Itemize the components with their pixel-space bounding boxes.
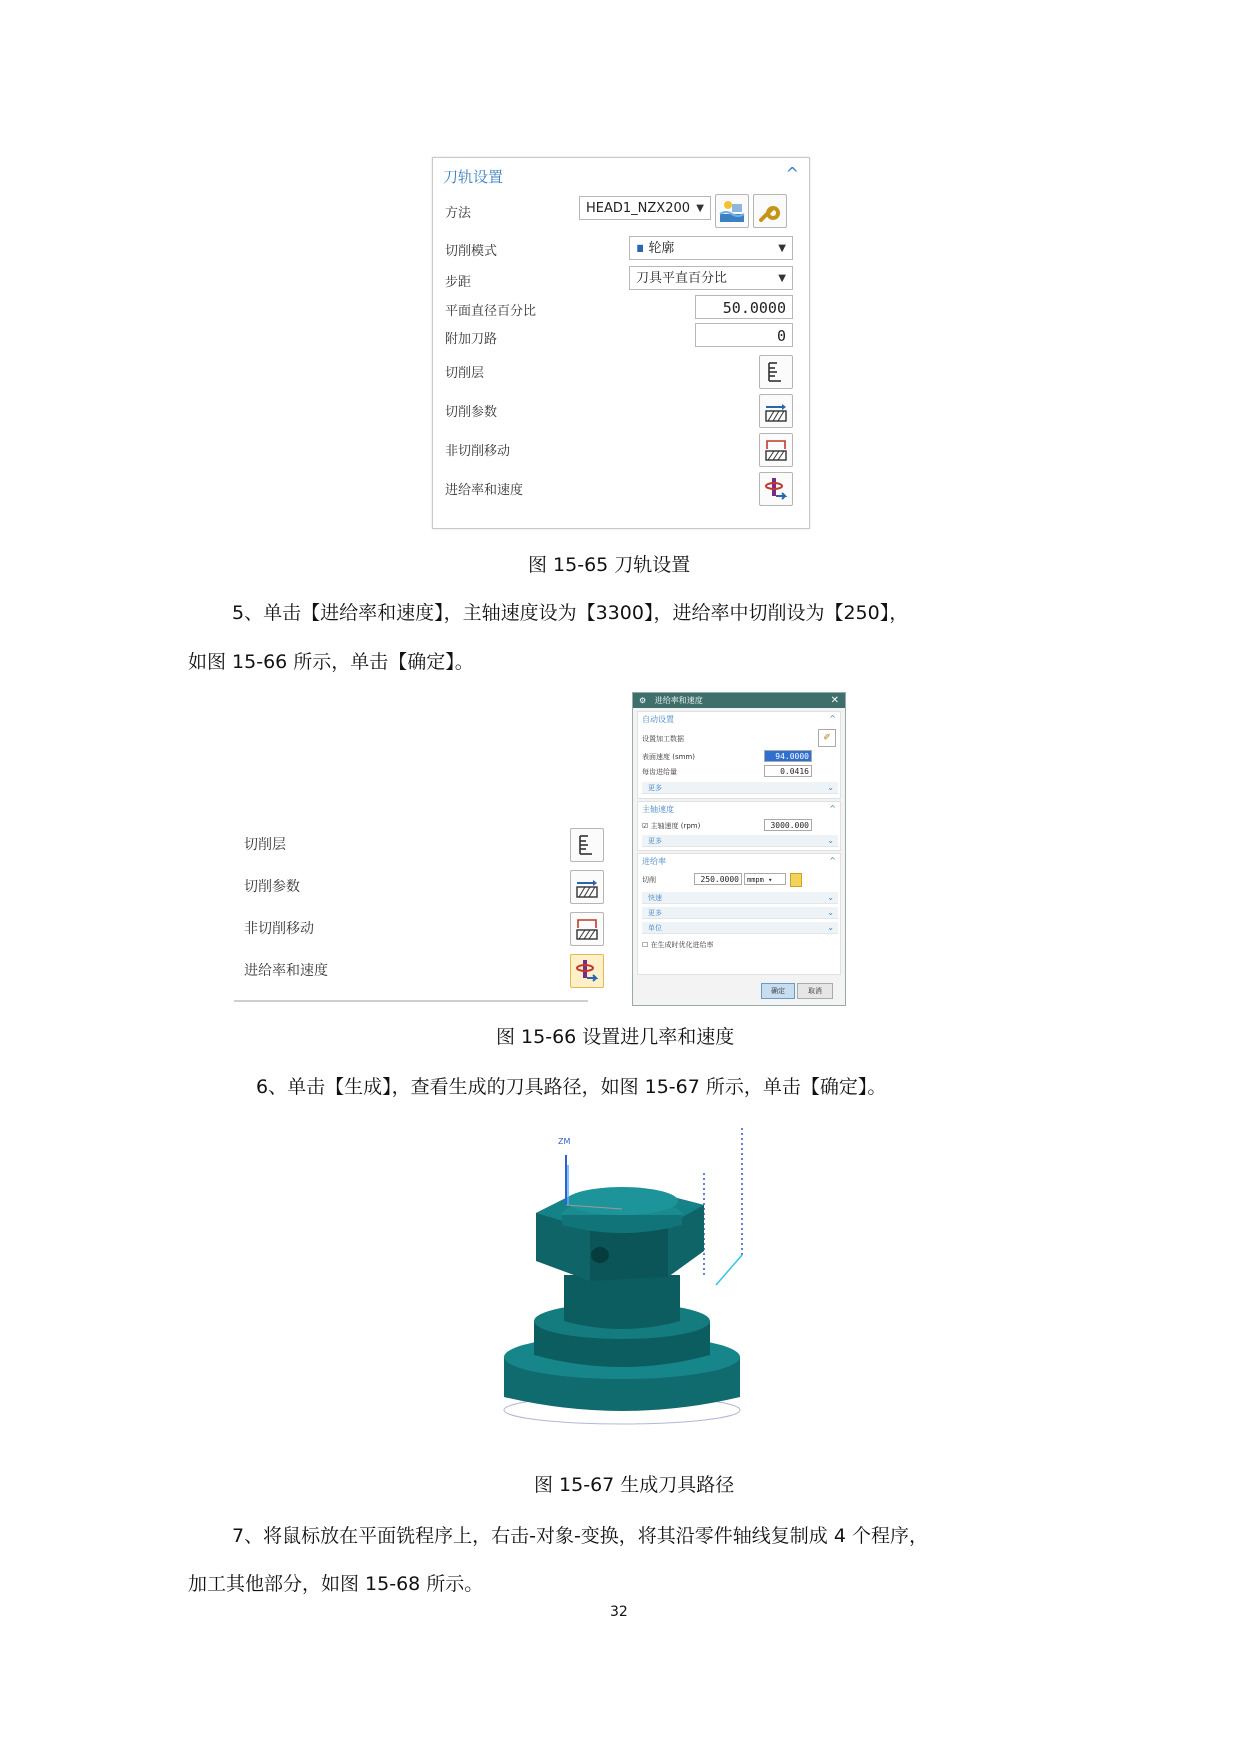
feeds-speeds-label: 进给率和速度 [244,963,328,979]
chevron-down-icon: ⌄ [827,923,834,932]
generated-tool-path-figure [490,1125,750,1430]
cut-levels-button[interactable] [759,355,793,389]
feed-rate-section [637,853,841,975]
figure-15-67-caption: 图 15-67 生成刀具路径 [534,1474,735,1496]
more-label: 更多 [648,784,662,792]
cut-params-label: 切削参数 [445,405,498,420]
cut-mode-label: 切削模式 [445,244,498,259]
paragraph-6-line-1: 6、单击【生成】，查看生成的刀具路径，如图 15-67 所示，单击【确定】。 [256,1076,887,1098]
step-value: 刀具平直百分比 [636,271,728,286]
spindle-section [637,801,841,851]
part-3d-view [490,1125,750,1430]
feeds-speeds-button[interactable] [570,954,604,988]
edit-method-button[interactable] [715,194,749,228]
cut-levels-label: 切削层 [244,837,286,853]
tool-path-settings-panel [432,157,810,529]
noncut-moves-button[interactable] [570,912,604,946]
method-dropdown[interactable] [579,196,711,220]
method-value: HEAD1_NZX200 [586,201,691,216]
set-machining-data-label: 设置加工数据 [642,735,684,743]
more-row-2[interactable] [642,835,838,847]
chevron-down-icon: ▼ [778,273,786,284]
cut-unit-value: mmpm [747,876,764,884]
cut-levels-icon [763,359,789,385]
collapse-icon[interactable]: ^ [785,164,799,183]
operation-settings-excerpt [234,828,588,1004]
flat-diameter-input[interactable]: 50.0000 [695,295,793,319]
extra-passes-input[interactable]: 0 [695,323,793,347]
chevron-down-icon: ⌄ [827,783,834,792]
feed-section-title: 进给率 [642,857,666,866]
cut-params-icon [763,398,789,424]
noncut-moves-icon [574,916,600,942]
step-label: 步距 [445,275,472,290]
cut-label: 切削 [642,876,656,884]
chevron-up-icon[interactable]: ^ [829,714,836,723]
cut-params-button[interactable] [570,870,604,904]
surface-speed-label: 表面速度 (smm) [642,753,695,761]
cut-levels-icon [574,832,600,858]
rapid-row[interactable] [642,892,838,904]
cut-levels-label: 切削层 [445,366,485,381]
feed-per-tooth-label: 每齿进给量 [642,768,677,776]
spindle-speed-input[interactable]: 3000.000 [764,819,812,831]
set-data-button[interactable]: ✐ [818,729,836,747]
dialog-title: 进给率和速度 [654,696,703,705]
method-label: 方法 [445,206,472,221]
wrench-icon [757,198,783,224]
units-row[interactable] [642,922,838,934]
chevron-up-icon[interactable]: ^ [829,804,836,813]
units-label: 单位 [648,924,662,932]
chevron-down-icon: ▼ [778,243,786,254]
rapid-label: 快速 [648,894,662,902]
cut-params-button[interactable] [759,394,793,428]
auto-settings-section [637,711,841,799]
surface-speed-input[interactable]: 94.0000 [764,750,812,762]
display-method-button[interactable] [753,194,787,228]
chevron-down-icon: ⌄ [827,893,834,902]
cut-params-label: 切削参数 [244,879,300,895]
close-icon[interactable]: ✕ [830,695,839,706]
feeds-speeds-icon [574,958,600,984]
optimize-label: 在生成时优化进给率 [650,941,714,949]
axis-label: ZM [558,1137,571,1146]
feeds-speeds-button[interactable] [759,472,793,506]
chevron-down-icon: ⌄ [827,908,834,917]
more-row-3[interactable] [642,907,838,919]
flat-diameter-label: 平面直径百分比 [445,304,537,319]
optimize-checkbox[interactable]: ☐ 在生成时优化进给率 [642,941,714,949]
noncut-moves-label: 非切削移动 [244,921,314,937]
noncut-moves-label: 非切削移动 [445,444,511,459]
method-edit-icon [719,198,745,224]
step-dropdown[interactable] [629,266,793,290]
paragraph-5-line-1: 5、单击【进给率和速度】，主轴速度设为【3300】，进给率中切削设为【250】， [232,602,909,624]
more-label: 更多 [648,909,662,917]
gear-icon: ⚙ [639,696,647,705]
noncut-moves-icon [763,437,789,463]
more-row-1[interactable] [642,782,838,794]
noncut-moves-button[interactable] [759,433,793,467]
chevron-down-icon: ▼ [696,203,704,214]
feeds-speeds-icon [763,476,789,502]
more-label: 更多 [648,837,662,845]
chevron-up-icon[interactable]: ^ [829,856,836,865]
auto-section-title: 自动设置 [642,715,674,724]
spindle-label: 主轴速度 (rpm) [650,822,701,830]
feeds-speeds-label: 进给率和速度 [445,483,524,498]
figure-15-66-caption: 图 15-66 设置进几率和速度 [496,1026,735,1048]
page-number: 32 [610,1604,628,1620]
panel-title: 刀轨设置 [443,168,504,186]
dialog-title-bar [633,693,845,708]
paragraph-5-line-2: 如图 15-66 所示，单击【确定】。 [188,651,474,673]
feeds-speeds-dialog [632,692,846,1006]
cancel-button[interactable]: 取消 [797,983,833,999]
lock-icon[interactable] [790,873,802,887]
feed-per-tooth-input[interactable]: 0.0416 [764,765,812,777]
cut-mode-dropdown[interactable] [629,236,793,260]
spindle-checkbox-label[interactable]: ☑ 主轴速度 (rpm) [642,822,701,830]
cut-mode-value: 轮廓 [648,241,675,256]
cut-unit-dropdown[interactable]: mmpm ▾ [744,873,786,885]
figure-15-65-caption: 图 15-65 刀轨设置 [528,554,691,576]
paragraph-7-line-1: 7、将鼠标放在平面铣程序上，右击-对象-变换，将其沿零件轴线复制成 4 个程序， [232,1525,928,1547]
extra-passes-label: 附加刀路 [445,332,498,347]
paragraph-7-line-2: 加工其他部分，如图 15-68 所示。 [188,1573,484,1595]
contour-icon: ∎ [636,241,645,256]
ok-button[interactable]: 确定 [761,983,795,999]
cut-feed-input[interactable]: 250.0000 [694,873,742,885]
cut-params-icon [574,874,600,900]
cut-levels-button[interactable] [570,828,604,862]
divider [234,1000,588,1002]
spindle-section-title: 主轴速度 [642,805,674,814]
chevron-down-icon: ⌄ [827,836,834,845]
